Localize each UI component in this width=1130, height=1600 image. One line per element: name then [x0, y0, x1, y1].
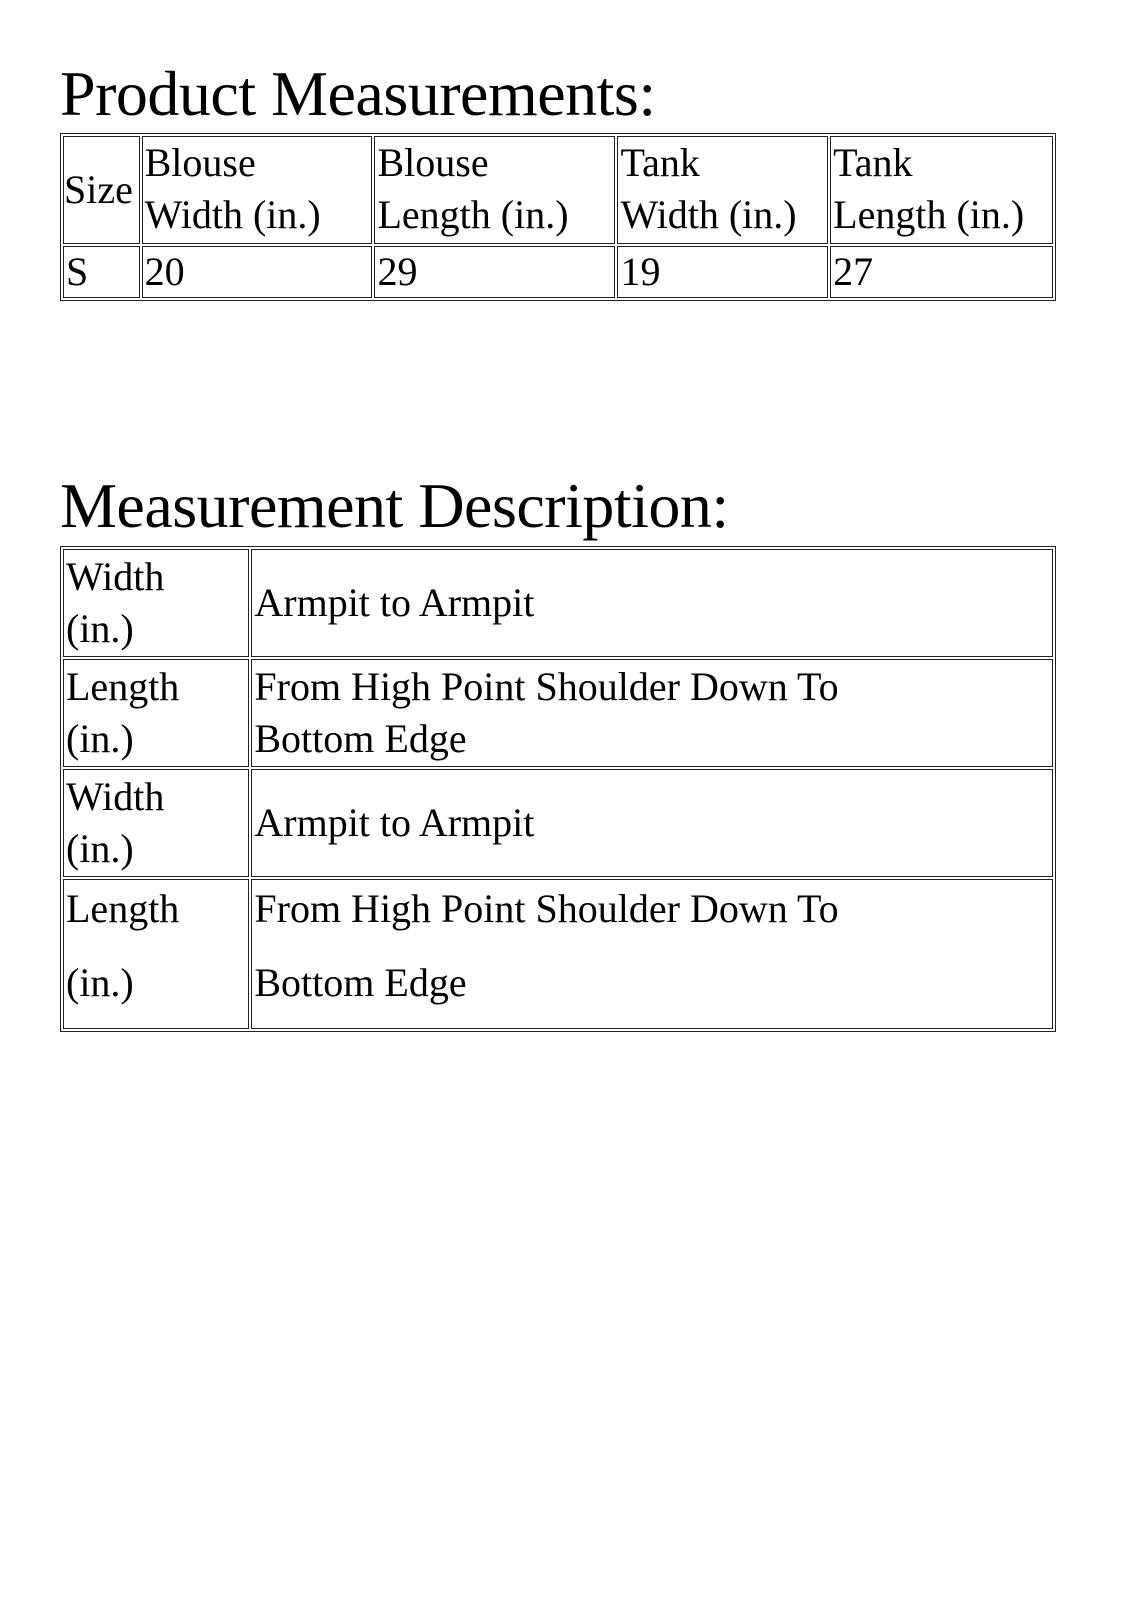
- table-row: [63, 769, 1053, 877]
- description-label: [63, 659, 249, 767]
- label-line: Width: [66, 554, 165, 599]
- description-label: [63, 549, 249, 657]
- description-line: From High Point Shoulder Down To: [254, 664, 839, 709]
- header-line: Blouse: [144, 140, 256, 185]
- label-line: (in.): [66, 826, 134, 871]
- description-label: [63, 879, 249, 1029]
- description-line: Bottom Edge: [254, 716, 467, 761]
- table-row: [63, 879, 1053, 1029]
- label-line: Width: [66, 774, 165, 819]
- description-text: [251, 879, 1053, 1029]
- description-line: Bottom Edge: [254, 960, 467, 1005]
- label-line: (in.): [66, 716, 134, 761]
- table-row: [63, 549, 1053, 657]
- table-header-row: [63, 136, 1053, 244]
- cell-size: S: [63, 246, 140, 298]
- label-line: (in.): [66, 606, 134, 651]
- description-text: [251, 659, 1053, 767]
- header-line: Width (in.): [620, 192, 797, 237]
- header-line: Tank: [833, 140, 913, 185]
- measurement-description-table: [60, 546, 1056, 1032]
- product-measurements-table: [60, 133, 1056, 301]
- header-tank-length: [830, 136, 1053, 244]
- measurement-description-heading: Measurement Description:: [60, 470, 729, 541]
- cell-tank-width: 19: [617, 246, 828, 298]
- header-blouse-length: [374, 136, 615, 244]
- header-size: Size: [63, 136, 140, 244]
- description-label: [63, 769, 249, 877]
- description-text: Armpit to Armpit: [251, 769, 1053, 877]
- product-measurements-heading: Product Measurements:: [60, 58, 656, 129]
- table-row: [63, 659, 1053, 767]
- label-line: Length: [66, 664, 180, 709]
- cell-tank-length: 27: [830, 246, 1053, 298]
- label-line: Length: [66, 886, 180, 931]
- cell-blouse-length: 29: [374, 246, 615, 298]
- header-line: Tank: [620, 140, 700, 185]
- header-line: Blouse: [377, 140, 489, 185]
- header-line: Length (in.): [833, 192, 1025, 237]
- label-line: (in.): [66, 960, 134, 1005]
- header-blouse-width: [142, 136, 373, 244]
- header-tank-width: [617, 136, 828, 244]
- cell-blouse-width: 20: [142, 246, 373, 298]
- header-line: Length (in.): [377, 192, 569, 237]
- header-line: Width (in.): [144, 192, 321, 237]
- description-line: From High Point Shoulder Down To: [254, 886, 839, 931]
- table-row: [63, 246, 1053, 298]
- description-text: Armpit to Armpit: [251, 549, 1053, 657]
